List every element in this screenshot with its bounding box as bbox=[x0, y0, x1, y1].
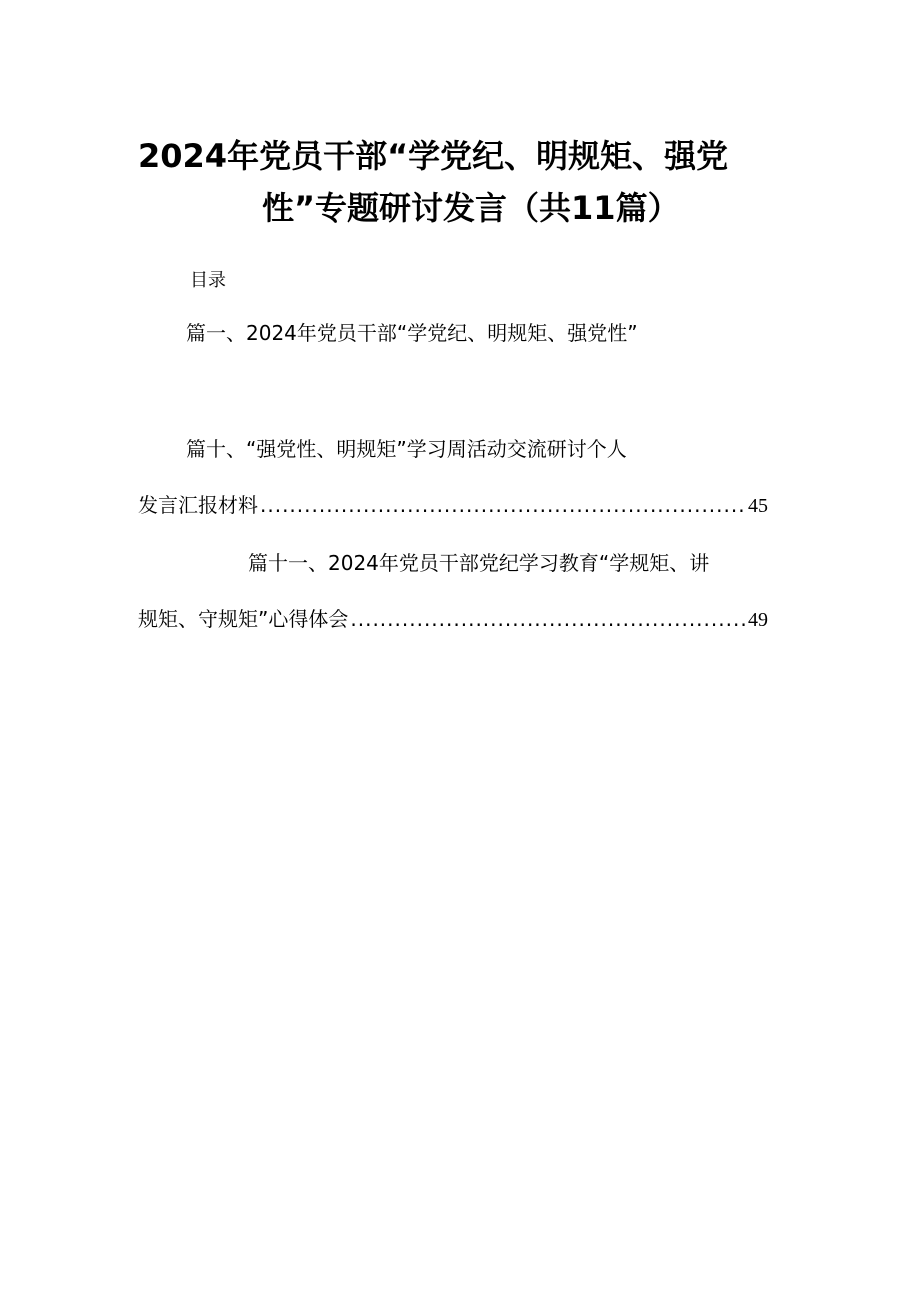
toc-entry-1: 篇一、2024年党员干部“学党纪、明规矩、强党性” bbox=[186, 321, 638, 345]
toc-heading: 目录 bbox=[190, 270, 226, 291]
toc-leader-dots bbox=[260, 490, 746, 520]
toc-entry-10-page-number: 45 bbox=[748, 495, 768, 517]
toc-entry-10-line-2 bbox=[138, 490, 768, 521]
toc-entry-10-text: 发言汇报材料 bbox=[138, 493, 258, 517]
toc-entry-11-text: 规矩、守规矩”心得体会 bbox=[138, 607, 349, 631]
toc-entry-11-line-1: 篇十一、2024年党员干部党纪学习教育“学规矩、讲 bbox=[248, 551, 710, 575]
toc-leader-dots bbox=[350, 604, 746, 634]
document-title-line-1: 2024年党员干部“学党纪、明规矩、强党 bbox=[138, 137, 729, 175]
toc-entry-11-page-number: 49 bbox=[748, 609, 768, 631]
toc-entry-11-line-2 bbox=[138, 604, 768, 635]
toc-entry-10-line-1: 篇十、“强党性、明规矩”学习周活动交流研讨个人 bbox=[186, 437, 627, 461]
document-title-line-2: 性”专题研讨发言（共11篇） bbox=[262, 189, 680, 227]
